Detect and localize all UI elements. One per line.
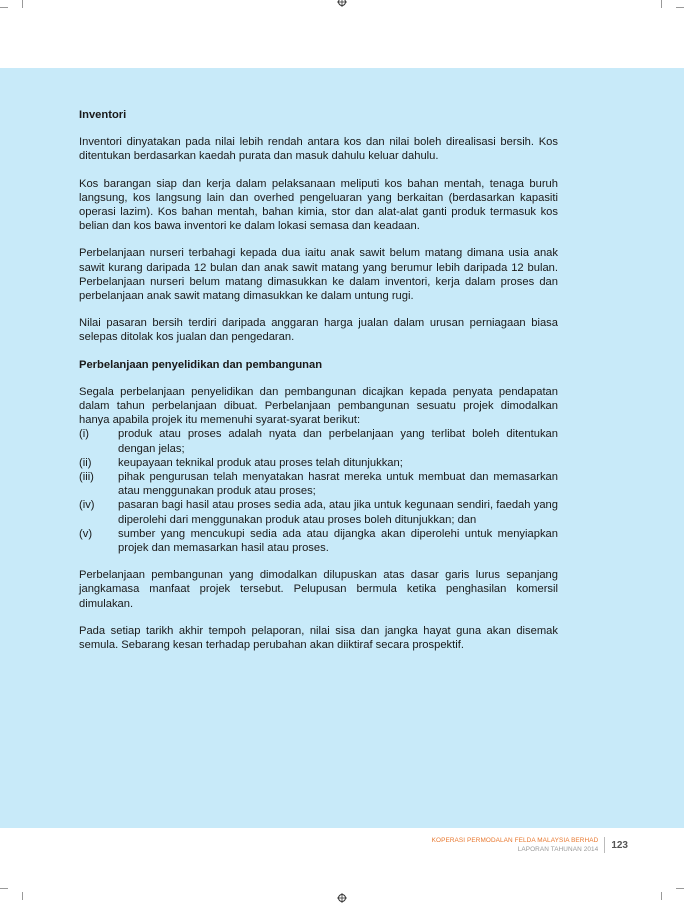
paragraph: Nilai pasaran bersih terdiri daripada anggaran harga jualan dalam urusan perniagaan biasa selepas ditolak kos jualan dan pengedaran.	[79, 316, 558, 344]
paragraph: Perbelanjaan pembangunan yang dimodalkan dilupuskan atas dasar garis lurus sepanjang jangkamasa manfaat projek tersebut. Pelupusan bermula ketika penghasilan komersil dimulakan.	[79, 568, 558, 611]
crop-mark	[0, 7, 8, 8]
list-number: (iii)	[79, 470, 118, 498]
registration-mark-icon	[337, 0, 347, 7]
footer-report-title: LAPORAN TAHUNAN 2014	[432, 845, 599, 854]
footer-organisation	[432, 836, 599, 854]
page-number: 123	[611, 840, 628, 851]
paragraph: Pada setiap tarikh akhir tempoh pelaporan, nilai sisa dan jangka hayat guna akan disemak semula. Sebarang kesan terhadap perubahan akan diiktiraf secara prospektif.	[79, 624, 558, 652]
crop-mark	[661, 892, 662, 900]
paragraph: Segala perbelanjaan penyelidikan dan pembangunan dicajkan kepada penyata pendapatan dalam tahun perbelanjaan dibuat. Perbelanjaan pembangunan sesuatu projek dimodalkan hanya apabila projek itu memenuhi syarat-syarat berikut:	[79, 385, 558, 428]
paragraph: Inventori dinyatakan pada nilai lebih rendah antara kos dan nilai boleh direalisasi bersih. Kos ditentukan berdasarkan kaedah purata dan masuk dahulu keluar dahulu.	[79, 135, 558, 163]
document-body	[79, 108, 558, 665]
conditions-list	[79, 427, 558, 555]
list-item	[79, 498, 558, 526]
list-number: (iv)	[79, 498, 118, 526]
list-number: (ii)	[79, 456, 118, 470]
list-text: produk atau proses adalah nyata dan perbelanjaan yang terlibat boleh ditentukan dengan jelas;	[118, 427, 558, 455]
list-item	[79, 456, 558, 470]
list-item	[79, 470, 558, 498]
paragraph: Kos barangan siap dan kerja dalam pelaksanaan meliputi kos bahan mentah, tenaga buruh langsung, kos langsung lain dan overhed pengeluaran yang berkaitan (berdasarkan kapasiti operasi lazim). Kos bahan mentah, bahan kimia, stor dan alat-alat ganti produk termasuk kos belian dan kos bawa inventori ke dalam lokasi semasa dan keadaan.	[79, 177, 558, 234]
page-footer	[432, 836, 628, 854]
crop-mark	[676, 7, 684, 8]
list-number: (i)	[79, 427, 118, 455]
paragraph: Perbelanjaan nurseri terbahagi kepada dua iaitu anak sawit belum matang dimana usia anak sawit kurang daripada 12 bulan dan anak sawit matang yang berumur lebih daripada 12 bulan. Perbelanjaan nurseri belum matang dimasukkan ke dalam inventori, kerja dalam proses dan perbelanjaan anak sawit matang dimasukkan ke dalam untung rugi.	[79, 246, 558, 303]
list-item	[79, 427, 558, 455]
list-text: pihak pengurusan telah menyatakan hasrat mereka untuk membuat dan memasarkan atau menggunakan produk atau proses;	[118, 470, 558, 498]
list-text: pasaran bagi hasil atau proses sedia ada, atau jika untuk kegunaan sendiri, faedah yang diperolehi dari menggunakan produk atau proses boleh ditunjukkan; dan	[118, 498, 558, 526]
crop-mark	[676, 888, 684, 889]
list-text: keupayaan teknikal produk atau proses telah ditunjukkan;	[118, 456, 558, 470]
list-text: sumber yang mencukupi sedia ada atau dijangka akan diperolehi untuk menyiapkan projek dan memasarkan hasil atau proses.	[118, 527, 558, 555]
list-item	[79, 527, 558, 555]
crop-mark	[22, 0, 23, 8]
footer-divider	[604, 837, 605, 853]
registration-mark-icon	[337, 893, 347, 903]
crop-mark	[661, 0, 662, 8]
footer-org-name: KOPERASI PERMODALAN FELDA MALAYSIA BERHAD	[432, 836, 599, 845]
section-heading-inventori: Inventori	[79, 108, 558, 122]
crop-mark	[22, 892, 23, 900]
section-heading-penyelidikan: Perbelanjaan penyelidikan dan pembangunan	[79, 358, 558, 372]
list-number: (v)	[79, 527, 118, 555]
crop-mark	[0, 888, 8, 889]
